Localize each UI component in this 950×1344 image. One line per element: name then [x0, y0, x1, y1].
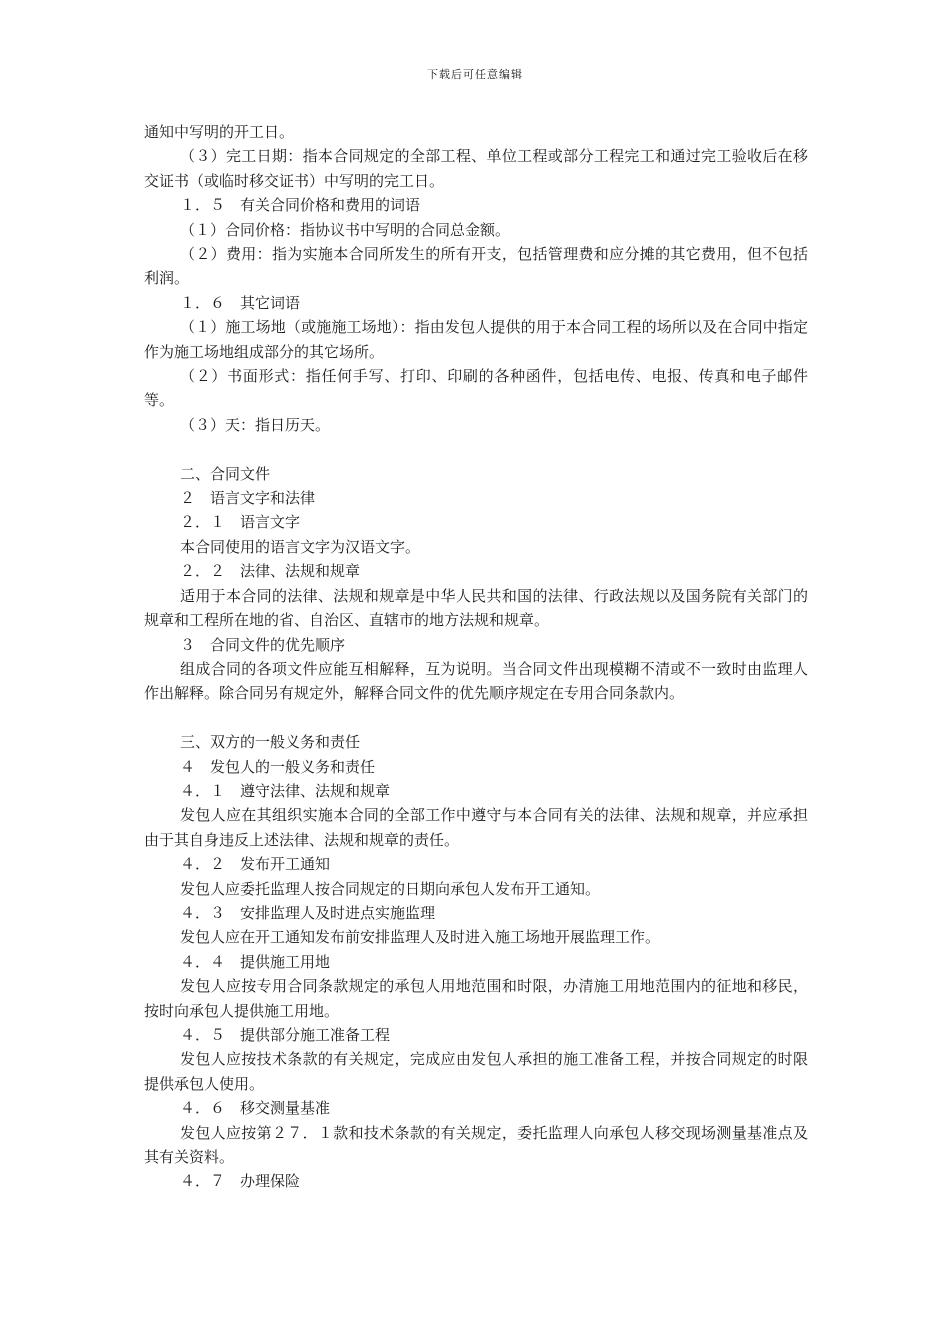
paragraph: 发包人应在开工通知发布前安排监理人及时进入施工场地开展监理工作。 [180, 928, 661, 947]
paragraph: ４．５ 提供部分施工准备工程 [180, 1026, 391, 1044]
paragraph: ２．１ 语言文字 [180, 513, 301, 532]
blank-line [144, 706, 808, 730]
paragraph: ４．６ 移交测量基准 [180, 1099, 331, 1118]
paragraph: 适用于本合同的法律、法规和规章是中华人民共和国的法律、行政法规以及国务院有关部门的规章和工程所在地的省、自治区、直辖市的地方法规和规章。 [144, 586, 808, 630]
paragraph: ２ 语言文字和法律 [180, 489, 316, 508]
paragraph: （２）书面形式：指任何手写、打印、印刷的各种函件，包括电传、电报、传真和电子邮件等。 [144, 367, 808, 410]
paragraph: 发包人应按技术条款的有关规定，完成应由发包人承担的施工准备工程，并按合同规定的时限提供承包人使用。 [144, 1050, 808, 1093]
page-header: 下载后可任意编辑 [427, 68, 523, 81]
paragraph: ４ 发包人的一般义务和责任 [180, 757, 376, 776]
blank-line [144, 437, 808, 461]
paragraph: 本合同使用的语言文字为汉语文字。 [180, 537, 421, 556]
paragraph: ４．３ 安排监理人及时进点实施监理 [180, 903, 436, 922]
paragraph: ４．７ 办理保险 [180, 1172, 301, 1191]
paragraph: （３）天：指日历天。 [180, 415, 331, 434]
paragraph: 二、合同文件 [180, 464, 271, 483]
paragraph: 发包人应委托监理人按合同规定的日期向承包人发布开工通知。 [180, 879, 601, 898]
paragraph: ２．２ 法律、法规和规章 [180, 562, 361, 581]
paragraph: 发包人应按专用合同条款规定的承包人用地范围和时限，办清施工用地范围内的征地和移民，按时向承包人提供施工用地。 [144, 977, 808, 1020]
paragraph: 发包人应在其组织实施本合同的全部工作中遵守与本合同有关的法律、法规和规章，并应承担由于其自身违反上述法律、法规和规章的责任。 [144, 806, 808, 849]
paragraph: １．６ 其它词语 [180, 293, 301, 312]
document-body [144, 120, 808, 1194]
paragraph: ４．１ 遵守法律、法规和规章 [180, 781, 391, 800]
paragraph: ４．４ 提供施工用地 [180, 952, 331, 971]
paragraph: （２）费用：指为实施本合同所发生的所有开支，包括管理费和应分摊的其它费用，但不包括利润。 [144, 245, 808, 288]
paragraph: （１）合同价格：指协议书中写明的合同总金额。 [180, 220, 511, 239]
paragraph: 三、双方的一般义务和责任 [180, 733, 361, 752]
paragraph: ４．２ 发布开工通知 [180, 855, 331, 874]
paragraph: 组成合同的各项文件应能互相解释，互为说明。当合同文件出现模糊不清或不一致时由监理人作出解释。除合同另有规定外，解释合同文件的优先顺序规定在专用合同条款内。 [144, 659, 808, 703]
paragraph: １．５ 有关合同价格和费用的词语 [180, 196, 421, 215]
paragraph: （３）完工日期：指本合同规定的全部工程、单位工程或部分工程完工和通过完工验收后在移交证书（或临时移交证书）中写明的完工日。 [144, 147, 808, 190]
paragraph: 发包人应按第２７．１款和技术条款的有关规定，委托监理人向承包人移交现场测量基准点及其有关资料。 [144, 1123, 808, 1167]
paragraph: 通知中写明的开工日。 [144, 123, 295, 141]
paragraph: （１）施工场地（或施施工场地）：指由发包人提供的用于本合同工程的场所以及在合同中指定作为施工场地组成部分的其它场所。 [144, 318, 808, 361]
paragraph: ３ 合同文件的优先顺序 [180, 635, 346, 654]
